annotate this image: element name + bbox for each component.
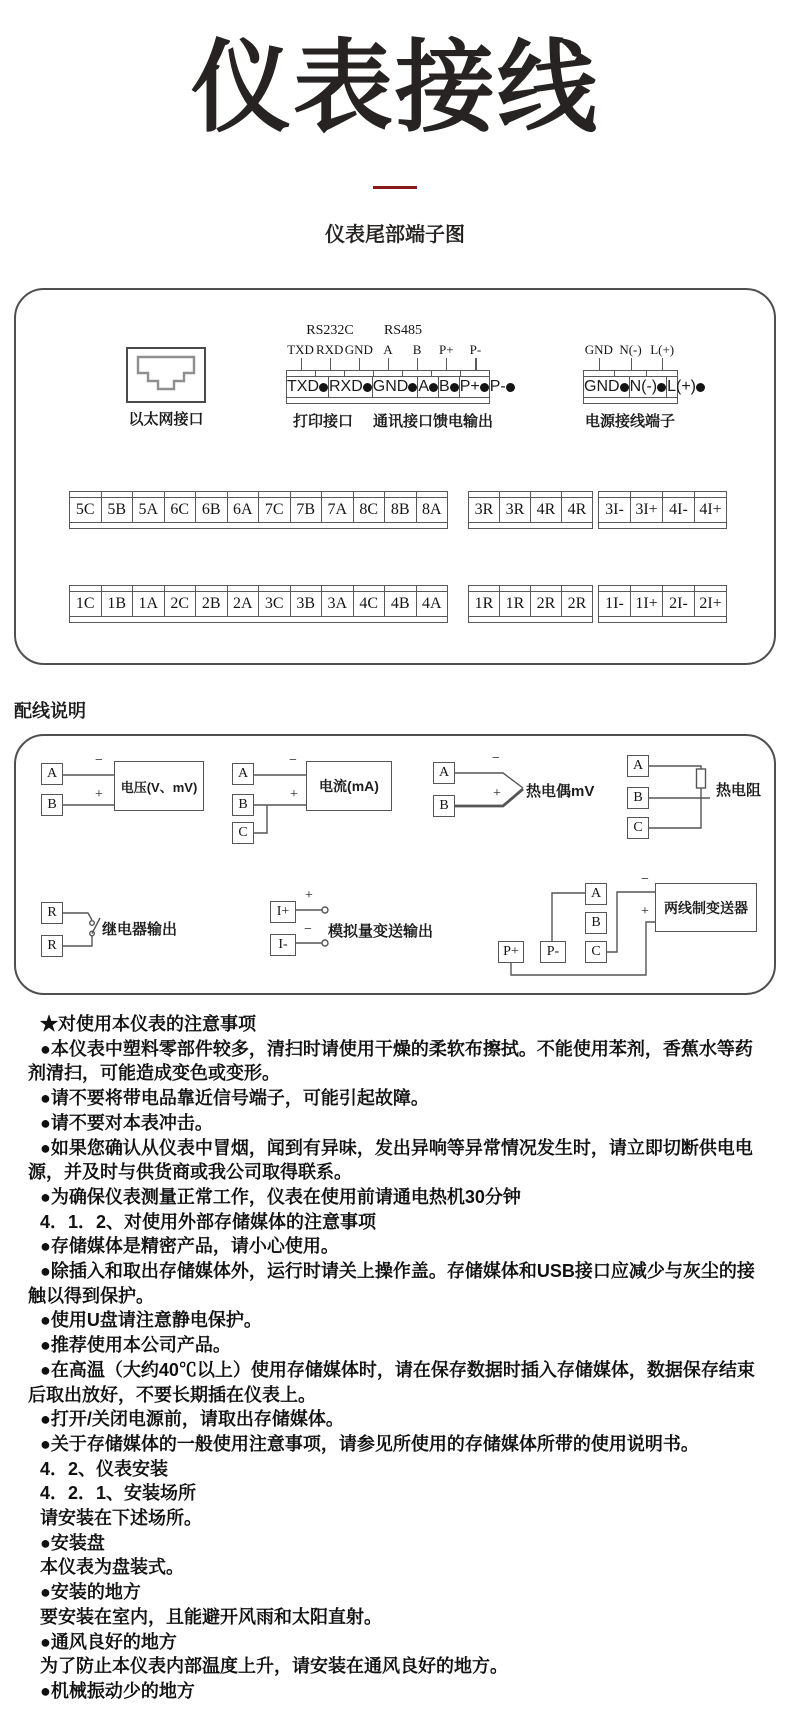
note-line: ●机械振动少的地方: [40, 1680, 195, 1701]
terminal-cell: 1A: [133, 592, 165, 616]
screw-terminal: RXD: [329, 377, 373, 397]
strip-rail: [70, 616, 447, 622]
terminal-cell: 1C: [70, 592, 102, 616]
strip-rail: [287, 397, 489, 403]
note-line: ●安装盘: [40, 1532, 105, 1553]
strip-band-cell: [291, 492, 323, 497]
terminal-cell: 8B: [385, 498, 417, 522]
terminal-cell: 4B: [385, 592, 417, 616]
note-line: 本仪表为盘装式。: [40, 1557, 184, 1578]
transmitter-terminal-b: B: [585, 912, 607, 934]
strip-band-cell: [385, 586, 417, 591]
screw-terminal: A: [418, 377, 439, 397]
voltage-terminal-a: A: [41, 763, 63, 785]
strip-rail: [584, 397, 677, 403]
terminal-row1-relay: [468, 491, 593, 529]
ethernet-connector: [126, 347, 206, 403]
wiring-diagram-panel: [14, 734, 776, 995]
thermocouple-label: 热电偶mV: [526, 783, 595, 800]
voltage-terminal-b: B: [41, 794, 63, 816]
terminal-cell: 2R: [531, 592, 562, 616]
terminal-cell: 8A: [421, 501, 442, 518]
terminal-cell: 6A: [228, 498, 260, 522]
current-input-box: 电流(mA): [306, 761, 392, 811]
feed-output-label: 馈电输出: [432, 413, 493, 430]
strip-band-cell: [615, 371, 646, 376]
terminal-diagram-subtitle: 仪表尾部端子图: [325, 224, 465, 246]
terminal-cell: 2R: [567, 595, 587, 612]
rtd-terminal-c: C: [627, 817, 649, 839]
note-line: ●在高温（大约40℃以上）使用存储媒体时，请在保存数据时插入存储媒体，数据保存结束后取出放好，不要长期插在仪表上。: [28, 1359, 755, 1405]
terminal-cell: 8C: [354, 498, 386, 522]
strip-band-cell: [102, 492, 134, 497]
note-line: 要安装在室内，且能避开风雨和太阳直射。: [40, 1606, 382, 1627]
terminal-cell: 3B: [291, 592, 323, 616]
terminal-cell: 4A: [421, 595, 442, 612]
terminal-row2-current: [598, 585, 727, 623]
transmitter-terminal-c: C: [585, 941, 607, 963]
power-pin-labels: [583, 342, 678, 370]
power-terminal-label: 电源接线端子: [584, 413, 675, 430]
note-line: ●存储媒体是精密产品，请小心使用。: [40, 1236, 339, 1257]
note-line: ●使用U盘请注意静电保护。: [40, 1310, 262, 1331]
strip-band-cell: [432, 371, 461, 376]
terminal-cell: 1B: [102, 592, 134, 616]
comm-port-label: 通讯接口: [372, 413, 433, 430]
strip-band-cell: [228, 586, 260, 591]
strip-band-cell: [316, 371, 345, 376]
terminal-cell: 2I+: [699, 595, 722, 612]
strip-band-cell: [461, 371, 489, 376]
note-line: ●安装的地方: [40, 1582, 141, 1603]
strip-band-cell: [287, 371, 316, 376]
strip-band-cell: [403, 371, 432, 376]
strip-band-cell: [374, 371, 403, 376]
strip-band-cell: [165, 586, 197, 591]
rj45-socket-icon: [128, 349, 204, 401]
terminal-cell: 1I-: [599, 592, 631, 616]
terminal-cell: 3I+: [631, 498, 663, 522]
strip-band-cell: [663, 586, 695, 591]
comm-pin-label: RXD: [315, 342, 344, 370]
terminal-cell: 7C: [259, 498, 291, 522]
terminal-cell: 6C: [165, 498, 197, 522]
terminal-cell: 2I-: [663, 592, 695, 616]
note-line: ●本仪表中塑料零部件较多，清扫时请使用干燥的柔软布擦拭。不能使用苯剂，香蕉水等药剂清扫，可能造成变色或变形。: [28, 1038, 753, 1084]
screw-terminal: P-: [490, 377, 515, 397]
strip-band-cell: [500, 586, 531, 591]
terminal-cell: 6B: [196, 498, 228, 522]
comm-pin-label: A: [373, 342, 402, 370]
terminal-cell: 1I+: [631, 592, 663, 616]
note-line: ●打开/关闭电源前，请取出存储媒体。: [40, 1409, 344, 1430]
note-line: ●通风良好的地方: [40, 1631, 177, 1652]
voltage-plus-sign: +: [95, 787, 103, 802]
analog-terminal-iminus: I-: [270, 934, 296, 956]
strip-band-cell: [647, 371, 677, 376]
strip-band-cell: [322, 492, 354, 497]
relay-terminal-r2: R: [41, 935, 63, 957]
thermocouple-minus-sign: −: [492, 751, 500, 766]
rs485-header: RS485: [383, 323, 423, 338]
power-terminal-strip: [583, 370, 697, 404]
screw-terminal: TXD: [287, 377, 329, 397]
comm-pin-label: B: [403, 342, 432, 370]
terminal-cell: 2B: [196, 592, 228, 616]
current-terminal-c: C: [232, 822, 254, 844]
terminal-cell: 3I-: [599, 498, 631, 522]
power-pin-label: GND: [583, 342, 615, 370]
analog-minus-sign: −: [304, 922, 312, 937]
strip-rail: [70, 522, 447, 528]
screw-terminal: N(-): [630, 377, 668, 397]
voltage-minus-sign: −: [95, 753, 103, 768]
strip-band-cell: [695, 492, 726, 497]
strip-band-cell: [531, 492, 562, 497]
note-line: 4．1．2、对使用外部存储媒体的注意事项: [40, 1211, 377, 1232]
strip-band-cell: [584, 371, 615, 376]
ethernet-label: 以太网接口: [128, 411, 204, 428]
terminal-cell: 3R: [500, 498, 531, 522]
terminal-cell: 5B: [102, 498, 134, 522]
strip-band-cell: [562, 586, 592, 591]
strip-rail: [599, 616, 726, 622]
strip-band-cell: [599, 492, 631, 497]
terminal-row2-main: [69, 585, 448, 623]
comm-pin-label: P+: [432, 342, 461, 370]
rtd-terminal-b: B: [627, 787, 649, 809]
strip-band-cell: [385, 492, 417, 497]
terminal-cell: 1R: [500, 592, 531, 616]
note-line: 请安装在下述场所。: [40, 1508, 202, 1529]
notes-section: [14, 1012, 762, 1704]
power-pin-label: L(+): [646, 342, 678, 370]
rtd-label: 热电阻: [716, 782, 762, 799]
note-line: ●推荐使用本公司产品。: [40, 1335, 231, 1356]
terminal-cell: 4R: [567, 501, 587, 518]
comm-pin-label: TXD: [286, 342, 315, 370]
screw-terminal: B: [439, 377, 460, 397]
strip-rail: [599, 522, 726, 528]
note-line: 4．2、仪表安装: [40, 1458, 169, 1479]
strip-band-cell: [165, 492, 197, 497]
strip-band-cell: [102, 586, 134, 591]
thermocouple-plus-sign: +: [493, 786, 501, 801]
strip-band-cell: [70, 492, 102, 497]
relay-terminal-r1: R: [41, 902, 63, 924]
terminal-cell: 2A: [228, 592, 260, 616]
thermocouple-terminal-a: A: [433, 762, 455, 784]
screw-terminal: GND: [373, 377, 419, 397]
wiring-section-title: 配线说明: [14, 701, 86, 721]
strip-rail: [469, 522, 592, 528]
thermocouple-terminal-b: B: [433, 795, 455, 817]
strip-band-cell: [345, 371, 374, 376]
strip-band-cell: [631, 492, 663, 497]
strip-band-cell: [599, 586, 631, 591]
rear-terminal-panel: [14, 288, 776, 665]
strip-band-cell: [531, 586, 562, 591]
terminal-row1-main: [69, 491, 448, 529]
strip-band-cell: [354, 492, 386, 497]
terminal-row2-relay: [468, 585, 593, 623]
comm-terminal-strip: [286, 370, 506, 404]
strip-band-cell: [562, 492, 592, 497]
transmitter-terminal-pminus: P-: [540, 941, 566, 963]
strip-band-cell: [291, 586, 323, 591]
terminal-cell: 4C: [354, 592, 386, 616]
analog-plus-sign: +: [305, 888, 313, 903]
strip-rail: [469, 616, 592, 622]
strip-band-cell: [196, 586, 228, 591]
comm-pin-label: GND: [344, 342, 373, 370]
note-line: 4．2．1、安装场所: [40, 1483, 197, 1504]
screw-terminal: GND: [584, 377, 630, 397]
analog-output-label: 模拟量变送输出: [328, 923, 434, 940]
terminal-cell: 1R: [469, 592, 500, 616]
transmitter-plus-sign: +: [641, 904, 649, 919]
strip-band-cell: [417, 492, 448, 497]
comm-pin-labels: [286, 342, 490, 370]
terminal-cell: 3A: [322, 592, 354, 616]
rs232c-header: RS232C: [306, 323, 354, 338]
note-line: ●关于存储媒体的一般使用注意事项，请参见所使用的存储媒体所带的使用说明书。: [40, 1433, 699, 1454]
rtd-terminal-a: A: [627, 755, 649, 777]
strip-band-cell: [133, 492, 165, 497]
screw-terminal: L(+): [667, 377, 705, 397]
current-terminal-b: B: [232, 794, 254, 816]
note-line: ●请不要对本表冲击。: [40, 1112, 213, 1133]
current-plus-sign: +: [290, 787, 298, 802]
strip-band-cell: [417, 586, 448, 591]
current-terminal-a: A: [232, 763, 254, 785]
note-line: 为了防止本仪表内部温度上升，请安装在通风良好的地方。: [40, 1656, 508, 1677]
note-line: ●除插入和取出存储媒体外，运行时请关上操作盖。存储媒体和USB接口应减少与灰尘的接触以得到保护。: [28, 1261, 755, 1306]
terminal-cell: 5C: [70, 498, 102, 522]
strip-band-cell: [469, 492, 500, 497]
strip-band-cell: [663, 492, 695, 497]
strip-band-cell: [228, 492, 260, 497]
printer-port-label: 打印接口: [292, 413, 353, 430]
terminal-cell: 7B: [291, 498, 323, 522]
terminal-cell: 3R: [469, 498, 500, 522]
note-line: ●如果您确认从仪表中冒烟，闻到有异味，发出异响等异常情况发生时，请立即切断供电电源，并及时与供货商或我公司取得联系。: [28, 1137, 753, 1183]
comm-pin-label: P-: [461, 342, 490, 370]
note-line: ●为确保仪表测量正常工作，仪表在使用前请通电热机30分钟: [40, 1186, 521, 1207]
strip-band-cell: [354, 586, 386, 591]
terminal-cell: 3C: [259, 592, 291, 616]
strip-band-cell: [259, 586, 291, 591]
relay-output-label: 继电器输出: [102, 921, 178, 938]
note-line: ●请不要将带电品靠近信号端子，可能引起故障。: [40, 1088, 429, 1109]
transmitter-box: 两线制变送器: [655, 883, 757, 932]
strip-band-cell: [196, 492, 228, 497]
transmitter-minus-sign: −: [641, 872, 649, 887]
transmitter-terminal-a: A: [585, 883, 607, 905]
strip-band-cell: [500, 492, 531, 497]
strip-band-cell: [70, 586, 102, 591]
page-title: 仪表接线: [191, 32, 599, 144]
terminal-cell: 4I-: [663, 498, 695, 522]
terminal-cell: 5A: [133, 498, 165, 522]
strip-band-cell: [259, 492, 291, 497]
analog-terminal-iplus: I+: [270, 901, 296, 923]
transmitter-terminal-pplus: P+: [498, 941, 524, 963]
terminal-cell: 4I+: [699, 501, 722, 518]
title-divider: [373, 186, 417, 189]
note-line: ★对使用本仪表的注意事项: [40, 1014, 256, 1034]
strip-band-cell: [322, 586, 354, 591]
voltage-input-box: 电压(V、mV): [114, 761, 204, 811]
strip-band-cell: [631, 586, 663, 591]
current-minus-sign: −: [289, 753, 297, 768]
terminal-cell: 4R: [531, 498, 562, 522]
screw-terminal: P+: [460, 377, 490, 397]
power-pin-label: N(-): [615, 342, 647, 370]
terminal-cell: 7A: [322, 498, 354, 522]
strip-band-cell: [695, 586, 726, 591]
strip-band-cell: [133, 586, 165, 591]
terminal-cell: 2C: [165, 592, 197, 616]
strip-band-cell: [469, 586, 500, 591]
terminal-row1-current: [598, 491, 727, 529]
